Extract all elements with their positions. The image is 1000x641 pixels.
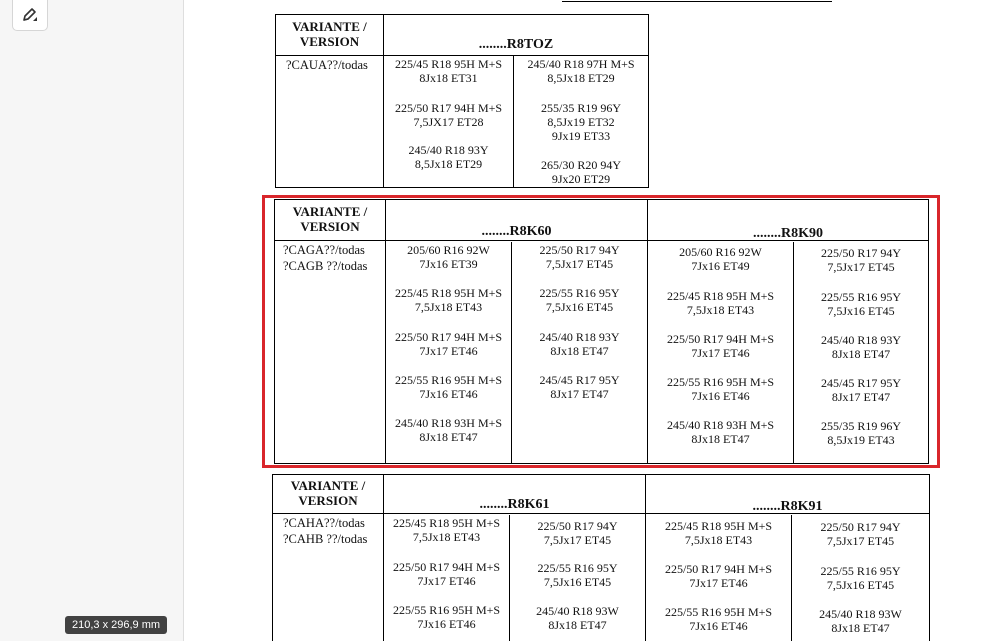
model-code: ........R8K60 <box>481 224 552 239</box>
tire-spec: 225/50 R17 94Y 7,5Jx17 ET45 <box>820 520 901 548</box>
tire-spec: 225/55 R16 95Y 7,5Jx16 ET45 <box>820 290 901 318</box>
tire-spec: 245/45 R17 95Y 8Jx17 ET47 <box>539 373 620 401</box>
variant-header: VARIANTE / VERSION <box>290 478 366 508</box>
tire-spec: 225/50 R17 94Y 7,5Jx17 ET45 <box>537 519 618 547</box>
tire-spec: 225/50 R17 94H M+S 7Jx17 ET46 <box>664 562 773 590</box>
tire-spec: 225/55 R16 95Y 7,5Jx16 ET45 <box>820 564 901 592</box>
tire-spec: 225/45 R18 95H M+S 8Jx18 ET31 <box>394 57 503 85</box>
tire-spec: 225/45 R18 95H M+S 7,5Jx18 ET43 <box>666 289 775 317</box>
highlight-box <box>262 195 940 468</box>
variant-header: VARIANTE / VERSION <box>292 204 368 234</box>
tire-spec: 225/50 R17 94H M+S 7,5JX17 ET28 <box>394 101 503 129</box>
tire-spec: 225/50 R17 94Y 7,5Jx17 ET45 <box>539 243 620 271</box>
tire-spec: 225/45 R18 95H M+S 7,5Jx18 ET43 <box>394 286 503 314</box>
annotate-button[interactable] <box>12 0 48 31</box>
tire-spec: 225/55 R16 95H M+S 7Jx16 ET46 <box>394 373 503 401</box>
tire-spec: 225/55 R16 95H M+S 7Jx16 ET46 <box>392 603 501 631</box>
previous-table-edge <box>562 0 832 2</box>
tire-spec: 255/35 R19 96Y 8,5Jx19 ET32 9Jx19 ET33 <box>540 101 621 143</box>
tire-spec: 245/40 R18 97H M+S 8,5Jx18 ET29 <box>527 57 635 85</box>
tire-spec: 225/55 R16 95H M+S 7Jx16 ET46 <box>666 375 775 403</box>
page-size-label: 210,3 x 296,9 mm <box>65 616 167 634</box>
model-code: ........R8TOZ <box>478 37 554 52</box>
tire-spec: 225/55 R16 95Y 7,5Jx16 ET45 <box>539 286 620 314</box>
model-code: ........R8K61 <box>479 497 550 512</box>
tire-spec: 225/50 R17 94H M+S 7Jx17 ET46 <box>394 330 503 358</box>
tire-spec: 245/40 R18 93H M+S 8Jx18 ET47 <box>666 418 775 446</box>
tire-spec: 225/50 R17 94Y 7,5Jx17 ET45 <box>820 246 901 274</box>
header-divider <box>276 55 648 56</box>
version-list: ?CAGA??/todas ?CAGB ??/todas <box>283 243 368 273</box>
tire-spec: 255/35 R19 96Y 8,5Jx19 ET43 <box>820 419 901 447</box>
tire-spec: 225/55 R16 95Y 7,5Jx16 ET45 <box>537 561 618 589</box>
tire-spec: 205/60 R16 92W 7Jx16 ET39 <box>407 243 490 271</box>
variant-header: VARIANTE / VERSION <box>292 19 367 49</box>
tire-spec: 245/40 R18 93Y 8,5Jx18 ET29 <box>408 143 489 171</box>
tire-spec: 245/40 R18 93H M+S 8Jx18 ET47 <box>394 416 503 444</box>
tire-spec: 245/40 R18 93Y 8Jx18 ET47 <box>820 333 901 361</box>
tire-spec: 225/50 R17 94H M+S 7Jx17 ET46 <box>666 332 775 360</box>
version-list: ?CAUA??/todas <box>286 58 368 72</box>
tire-spec: 265/30 R20 94Y 9Jx20 ET29 <box>540 158 621 186</box>
tire-spec: 245/40 R18 93Y 8Jx18 ET47 <box>539 330 620 358</box>
table-r8k61-r8k91 <box>272 474 930 641</box>
tire-spec: 205/60 R16 92W 7Jx16 ET49 <box>679 245 762 273</box>
tire-spec: 225/45 R18 95H M+S 7,5Jx18 ET43 <box>664 519 773 547</box>
tire-spec: 245/40 R18 93W 8Jx18 ET47 <box>536 604 619 632</box>
version-list: ?CAHA??/todas ?CAHB ??/todas <box>283 516 368 546</box>
model-code: ........R8K91 <box>752 499 823 514</box>
model-code: ........R8K90 <box>753 226 823 241</box>
tire-spec: 245/40 R18 93W 8Jx18 ET47 <box>819 607 902 635</box>
tire-spec: 225/45 R18 95H M+S 7,5Jx18 ET43 <box>392 516 501 544</box>
tire-spec: 245/45 R17 95Y 8Jx17 ET47 <box>820 376 901 404</box>
thumbnail-sidebar <box>0 0 184 641</box>
tire-spec: 225/50 R17 94H M+S 7Jx17 ET46 <box>392 560 501 588</box>
pen-edit-icon <box>20 5 40 25</box>
table-r8toz <box>275 14 649 188</box>
tire-spec: 225/55 R16 95H M+S 7Jx16 ET46 <box>664 605 773 633</box>
